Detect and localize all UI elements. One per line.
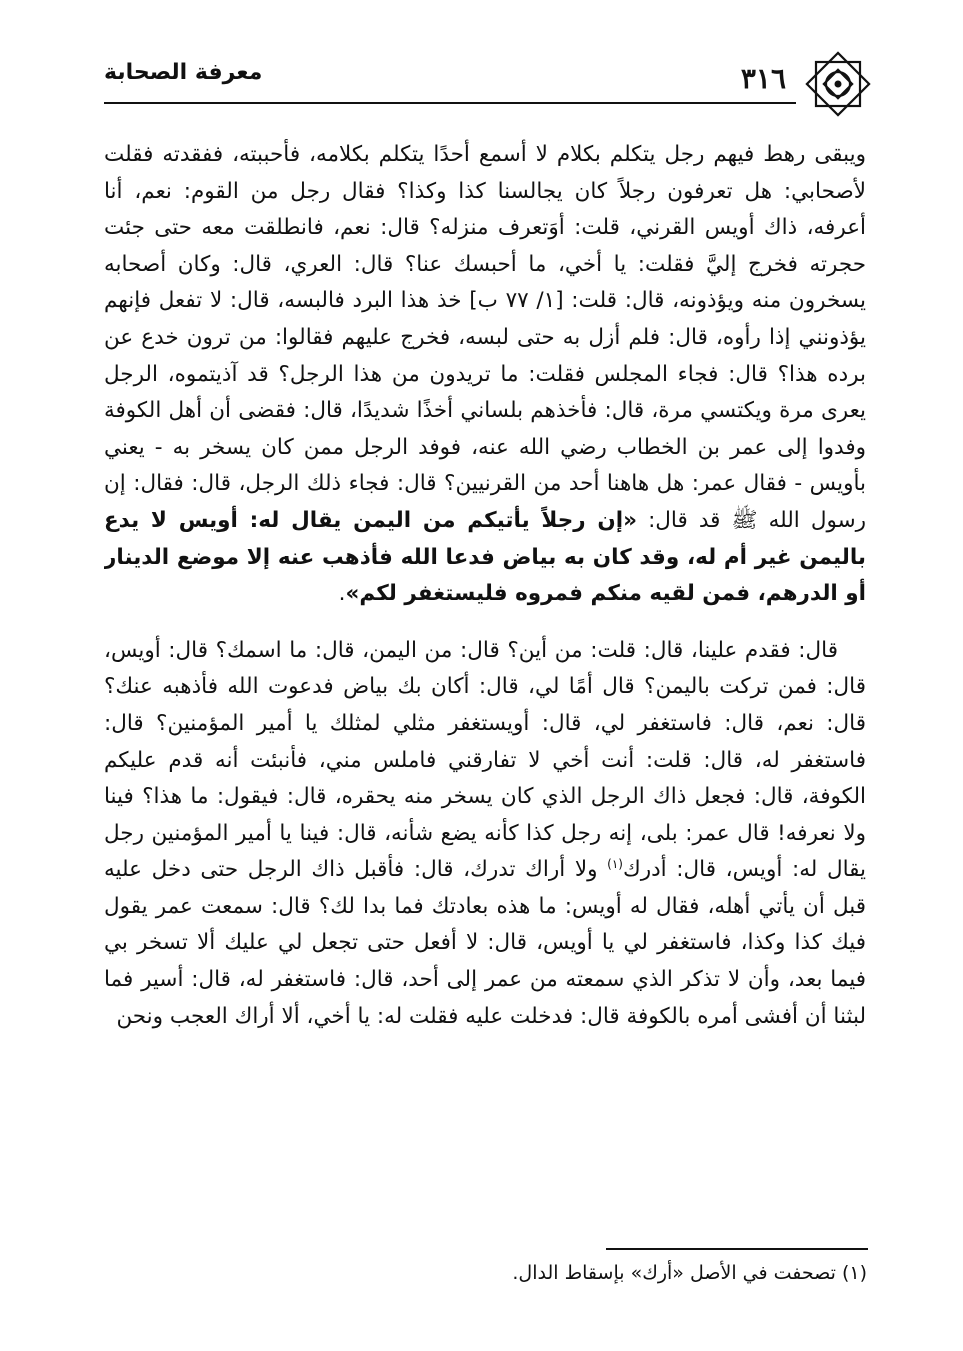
paragraph-2-text-a: قال: فقدم علينا، قال: قلت: من أين؟ قال: من اليمن، قال: ما اسمك؟ قال: أويس، قال: فمن تركت باليمن؟ قال أمًا لي، قال: أكان بك بياض فدعوت الله فأذهبه عنك؟ قال: نعم، قال: فاستغفر لي، قال: أويستغفر مثلي لمثلك يا أمير المؤمنين؟ قال: فاستغفر له، قال: قلت: أنت أخي لا تفارقني فاملس مني، فأنبئت أنه قدم عليكم الكوفة، قال: فجعل ذاك الرجل الذي كان يسخر منه يحقره، قال: فيقول: ما هذا؟ فينا ولا نعرفه! قال عمر: بلى، إنه رجل كذا كأنه يضع شأنه، قال: فينا يا أمير المؤمنين رجل يقال له: أويس، قال: أدرك [104,637,866,883]
footnote: (١) تصحفت في الأصل «أرك» بإسقاط الدال. [512,1262,867,1284]
paragraph-1 [104,137,866,613]
header-rule [104,102,796,104]
page-number: ٣١٦ [740,62,786,95]
page-header [104,48,866,120]
octagon-ornament-icon [802,48,874,120]
footnote-rule [606,1248,868,1250]
paragraph-1-text: ويبقى رهط فيهم رجل يتكلم بكلام لا أسمع أحدًا يتكلم بكلامه، فأحببته، ففقدته فقلت لأصحابي: هل تعرفون رجلاً كان يجالسنا كذا وكذا؟ فقال رجل من القوم: نعم، أنا أعرفه، ذاك أويس القرني، قلت: أوَتعرف منزله؟ قال: نعم، فانطلقت معه حتى جئت حجرته فخرج إليَّ فقلت: يا أخي، ما أحبسك عنا؟ قال: العري، قال: وكان أصحابه يسخرون منه ويؤذونه، قال: قلت: [١/ ٧٧ ب] خذ هذا البرد فالبسه، قال: لا تفعل فإنهم يؤذونني إذا رأوه، قال: فلم أزل به حتى لبسه، فخرج عليهم فقالوا: من ترون خدع عن برده هذا؟ قال: فجاء المجلس فقلت: ما تريدون من هذا الرجل؟ قد آذيتموه، الرجل يعرى مرة ويكتسي مرة، قال: فأخذهم بلساني أخذًا شديدًا، قال: فقضى أن أهل الكوفة وفدوا إلى عمر بن الخطاب رضي الله عنه، فوفد الرجل ممن كان يسخر به - يعني بأويس - فقال عمر: هل هاهنا أحد من القرنيين؟ قال: فجاء ذلك الرجل، قال: فقال: إن رسول الله ﷺ قد قال: [104,142,866,533]
paragraph-2-text-b: ولا أراك تدرك، قال: فأقبل ذاك الرجل حتى دخل عليه قبل أن يأتي أهله، فقال له أويس: ما هذه بعادتك فما بدا لك؟ قال: سمعت عمر يقول فيك كذا وكذا، فاستغفر لي يا أويس، قال: لا أفعل حتى تجعل لي عليك ألا تسخر بي فيما بعد، وأن لا تذكر الذي سمعته من عمر إلى أحد، قال: فاستغفر له، قال: أسير فما لبثنا أن أفشى أمره بالكوفة قال: فدخلت عليه فقلت له: يا أخي، ألا أراك العجب ونحن [104,857,866,1029]
paragraph-1-end: . [338,581,346,607]
hadith-quote: «إن رجلاً يأتيكم من اليمن يقال له: أويس لا يدع باليمن غير أم له، وقد كان به بياض فدعا الله فأذهب عنه إلا موضع الدينار أو الدرهم، فمن لقيه منكم فمروه فليستغفر لكم» [104,507,866,607]
footnote-marker[interactable]: (١) [607,857,623,872]
running-title: معرفة الصحابة [104,60,263,85]
paragraph-2 [104,633,866,1036]
main-text [104,137,866,1217]
